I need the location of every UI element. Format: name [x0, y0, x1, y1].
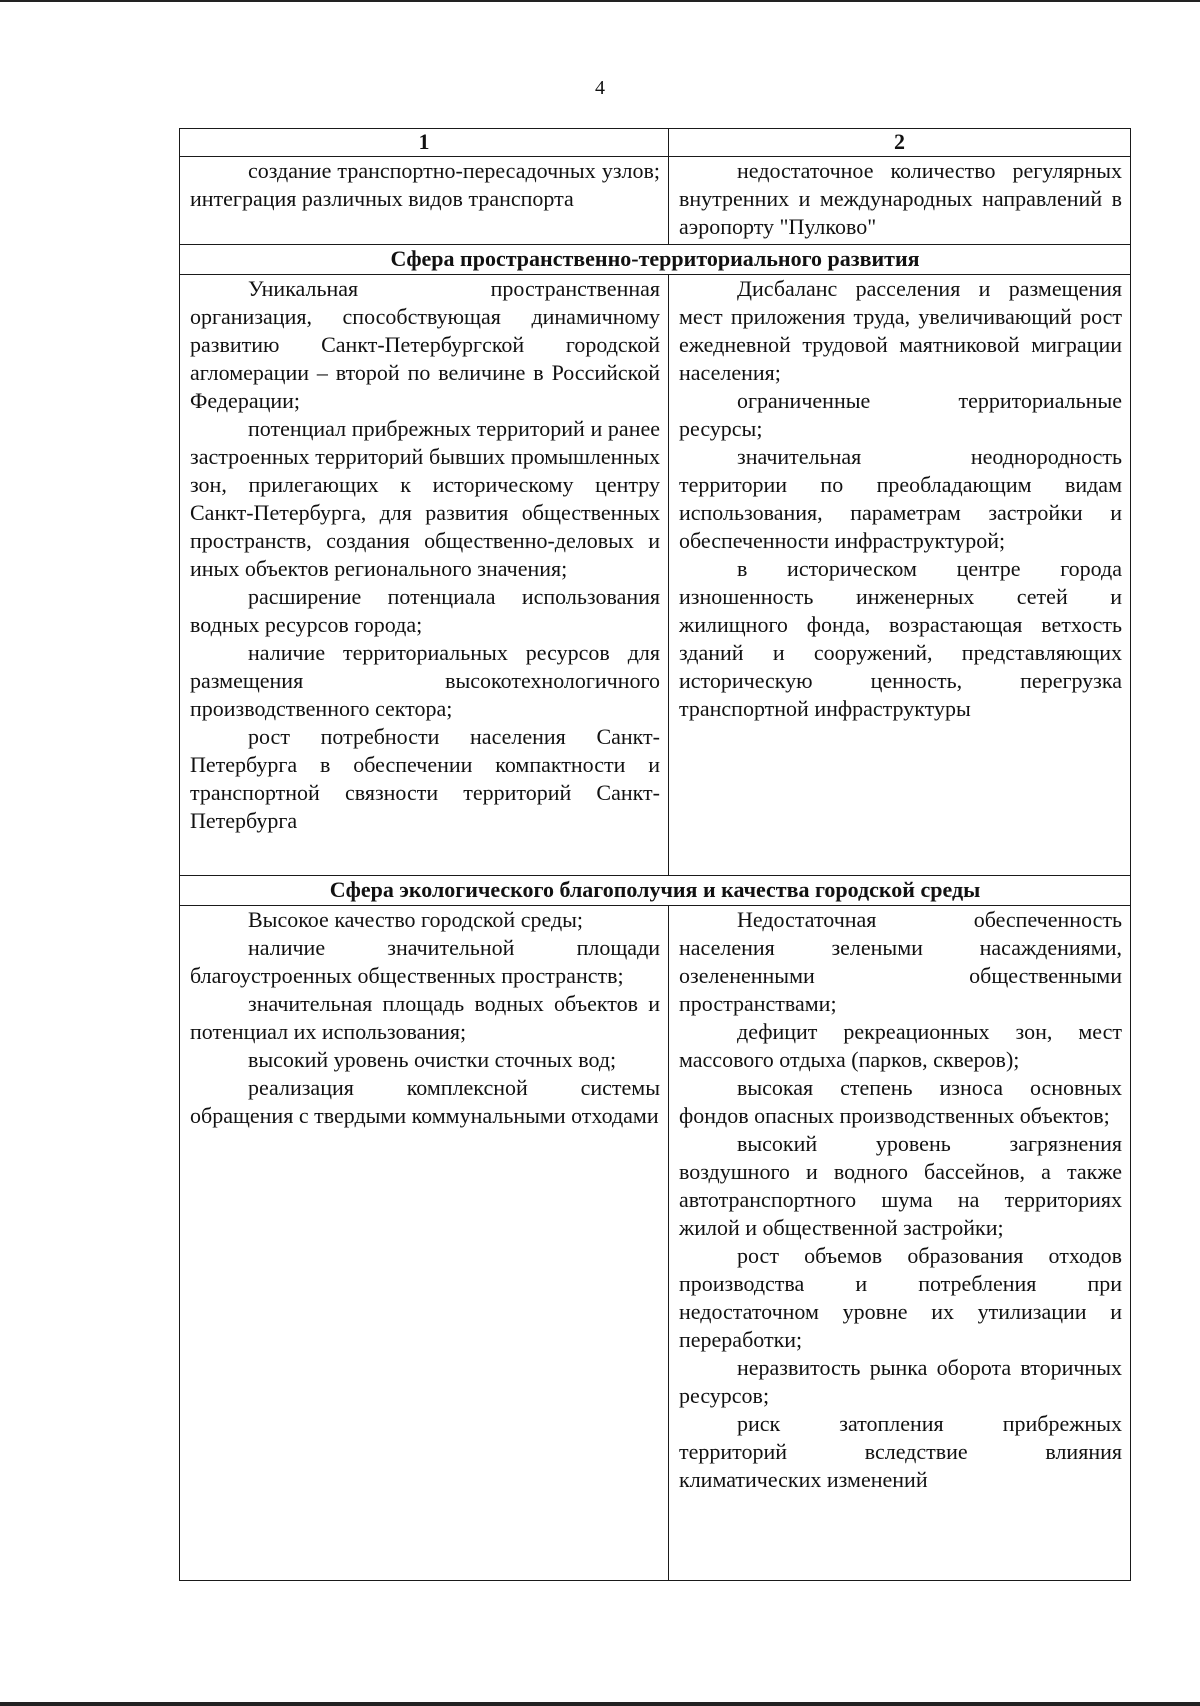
- section-title-ecology: Сфера экологического благополучия и качества городской среды: [180, 876, 1131, 905]
- cell-paragraph: риск затопления прибрежных территорий вследствие влияния климатических изменений: [679, 1410, 1122, 1492]
- table-row: [180, 274, 1131, 876]
- cell-paragraph: высокий уровень загрязнения воздушного и водного бассейнов, а также автотранспортного шума на территориях жилой и общественной застройки;: [679, 1130, 1122, 1240]
- cell-paragraph: наличие значительной площади благоустроенных общественных пространств;: [190, 934, 660, 988]
- cell-paragraph: неразвитость рынка оборота вторичных ресурсов;: [679, 1354, 1122, 1408]
- cell-paragraph: создание транспортно-пересадочных узлов; интеграция различных видов транспорта: [190, 158, 660, 212]
- cell-paragraph: значительная площадь водных объектов и потенциал их использования;: [190, 990, 660, 1044]
- cell-paragraph: расширение потенциала использования водных ресурсов города;: [190, 583, 660, 637]
- table-row: [180, 157, 1131, 245]
- cell-paragraph: наличие территориальных ресурсов для размещения высокотехнологичного производственного сектора;: [190, 639, 660, 721]
- cell-paragraph: высокий уровень очистки сточных вод;: [248, 1046, 617, 1072]
- page-number: 4: [595, 77, 605, 99]
- cell-paragraph: Уникальная пространственная организация, способствующая динамичному развитию Санкт-Петербургской городской агломерации – второй по величине в Российской Федерации;: [190, 275, 660, 413]
- weaknesses-cell: [669, 157, 1131, 245]
- column-header-1: 1: [180, 129, 669, 157]
- cell-paragraph: Недостаточная обеспеченность населения зелеными насаждениями, озелененными общественными пространствами;: [679, 906, 1122, 1016]
- column-header-2: 2: [669, 129, 1131, 157]
- scan-edge-top: [0, 0, 1200, 2]
- cell-paragraph: значительная неоднородность территории по преобладающим видам использования, параметрам застройки и обеспеченности инфраструктурой;: [679, 443, 1122, 553]
- column-header-row: [180, 129, 1131, 157]
- cell-paragraph: реализация комплексной системы обращения с твердыми коммунальными отходами: [190, 1074, 660, 1128]
- section-header-row: [180, 245, 1131, 274]
- cell-paragraph: Высокое качество городской среды;: [248, 906, 584, 932]
- section-title-spatial-development: Сфера пространственно-территориального развития: [180, 245, 1131, 274]
- section-header-row: [180, 876, 1131, 905]
- strengths-weaknesses-table: [179, 128, 1131, 1581]
- strengths-cell: [180, 905, 669, 1580]
- cell-paragraph: Дисбаланс расселения и размещения мест приложения труда, увеличивающий рост ежедневной трудовой маятниковой миграции населения;: [679, 275, 1122, 385]
- cell-paragraph: высокая степень износа основных фондов опасных производственных объектов;: [679, 1074, 1122, 1128]
- cell-paragraph: потенциал прибрежных территорий и ранее застроенных территорий бывших промышленных зон, прилегающих к историческому центру Санкт-Петербурга, для развития общественных пространств, создания общественно-деловых и иных объектов регионального значения;: [190, 415, 660, 581]
- cell-paragraph: рост объемов образования отходов производства и потребления при недостаточном уровне их утилизации и переработки;: [679, 1242, 1122, 1352]
- scan-edge-bottom: [0, 1702, 1200, 1706]
- table-row: [180, 905, 1131, 1580]
- weaknesses-cell: [669, 274, 1131, 876]
- cell-paragraph: ограниченные территориальные ресурсы;: [679, 387, 1122, 441]
- cell-paragraph: рост потребности населения Санкт-Петербурга в обеспечении компактности и транспортной связности территорий Санкт-Петербурга: [190, 723, 660, 833]
- cell-paragraph: в историческом центре города изношенность инженерных сетей и жилищного фонда, возрастающая ветхость зданий и сооружений, представляющих историческую ценность, перегрузка транспортной инфраструктуры: [679, 555, 1122, 721]
- strengths-cell: [180, 157, 669, 245]
- cell-paragraph: недостаточное количество регулярных внутренних и международных направлений в аэропорту "Пулково": [679, 158, 1122, 240]
- weaknesses-cell: [669, 905, 1131, 1580]
- cell-paragraph: дефицит рекреационных зон, мест массового отдыха (парков, скверов);: [679, 1018, 1122, 1072]
- strengths-cell: [180, 274, 669, 876]
